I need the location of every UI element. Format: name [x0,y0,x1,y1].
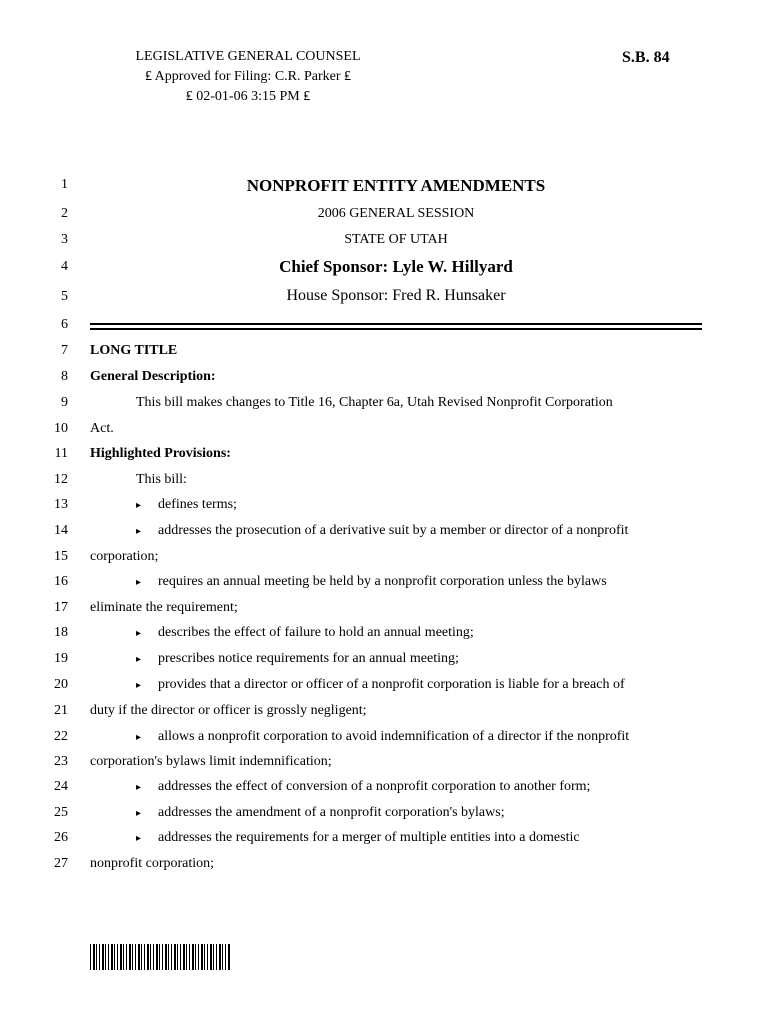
line-number: 16 [54,574,68,589]
bullet-icon: ▸ [136,628,142,639]
approval-line: ₤ Approved for Filing: C.R. Parker ₤ [144,69,352,84]
bill-title: NONPROFIT ENTITY AMENDMENTS [246,176,546,195]
provision-item: addresses the requirements for a merger of multiple entities into a domestic [158,830,580,845]
line-number: 26 [54,830,68,845]
body-line: corporation; [90,549,159,564]
body-line: corporation's bylaws limit indemnification; [90,754,332,769]
highlighted-provisions-heading: Highlighted Provisions: [90,446,231,461]
line-number: 8 [61,369,68,384]
timestamp-line: ₤ 02-01-06 3:15 PM ₤ [185,89,311,104]
line-number: 10 [54,421,68,436]
bullet-icon: ▸ [136,808,142,819]
barcode [90,944,230,970]
title-rule-top [90,323,702,325]
body-line: Act. [90,421,114,436]
bullet-icon: ▸ [136,680,142,691]
line-number: 3 [61,232,68,247]
provision-item: provides that a director or officer of a nonprofit corporation is liable for a breach of [158,677,625,692]
line-number: 7 [61,343,68,358]
line-number: 27 [54,856,68,871]
body-line: This bill makes changes to Title 16, Chapter 6a, Utah Revised Nonprofit Corporation [136,395,613,410]
line-number: 21 [54,703,68,718]
state-line: STATE OF UTAH [344,232,448,247]
bullet-icon: ▸ [136,782,142,793]
body-line: nonprofit corporation; [90,856,215,871]
general-description-heading: General Description: [90,369,216,384]
line-number: 19 [54,651,68,666]
office-name: LEGISLATIVE GENERAL COUNSEL [135,49,361,64]
line-number: 24 [54,779,68,794]
chief-sponsor: Chief Sponsor: Lyle W. Hillyard [279,257,513,276]
body-line: eliminate the requirement; [90,600,238,615]
bullet-icon: ▸ [136,833,142,844]
provision-item: defines terms; [158,497,237,512]
line-number: 14 [54,523,68,538]
line-number: 22 [54,729,68,744]
line-number: 20 [54,677,68,692]
line-number: 11 [54,446,68,461]
body-line: This bill: [136,472,187,487]
provision-item: describes the effect of failure to hold an annual meeting; [158,625,474,640]
bullet-icon: ▸ [136,500,142,511]
bullet-icon: ▸ [136,577,142,588]
line-number: 4 [61,259,68,274]
line-number: 17 [54,600,68,615]
line-number: 15 [54,549,68,564]
bullet-icon: ▸ [136,732,142,743]
house-sponsor: House Sponsor: Fred R. Hunsaker [286,287,506,304]
line-number: 23 [54,754,68,769]
line-number: 18 [54,625,68,640]
line-number: 2 [61,206,68,221]
bill-number: S.B. 84 [622,49,670,66]
line-number: 25 [54,805,68,820]
provision-item: prescribes notice requirements for an annual meeting; [158,651,459,666]
session-line: 2006 GENERAL SESSION [317,206,475,221]
header-block [108,47,388,107]
provision-item: addresses the amendment of a nonprofit corporation's bylaws; [158,805,505,820]
title-rule-bottom [90,328,702,330]
body-line: duty if the director or officer is grossly negligent; [90,703,367,718]
line-number: 1 [61,177,68,192]
bullet-icon: ▸ [136,654,142,665]
line-number: 9 [61,395,68,410]
line-number: 6 [61,317,68,332]
long-title-heading: LONG TITLE [90,343,178,358]
provision-item: addresses the effect of conversion of a nonprofit corporation to another form; [158,779,591,794]
line-number: 12 [54,472,68,487]
line-number: 13 [54,497,68,512]
provision-item: allows a nonprofit corporation to avoid indemnification of a director if the nonprofit [158,729,630,744]
bullet-icon: ▸ [136,526,142,537]
provision-item: requires an annual meeting be held by a nonprofit corporation unless the bylaws [158,574,607,589]
line-number: 5 [61,289,68,304]
provision-item: addresses the prosecution of a derivative suit by a member or director of a nonprofit [158,523,629,538]
